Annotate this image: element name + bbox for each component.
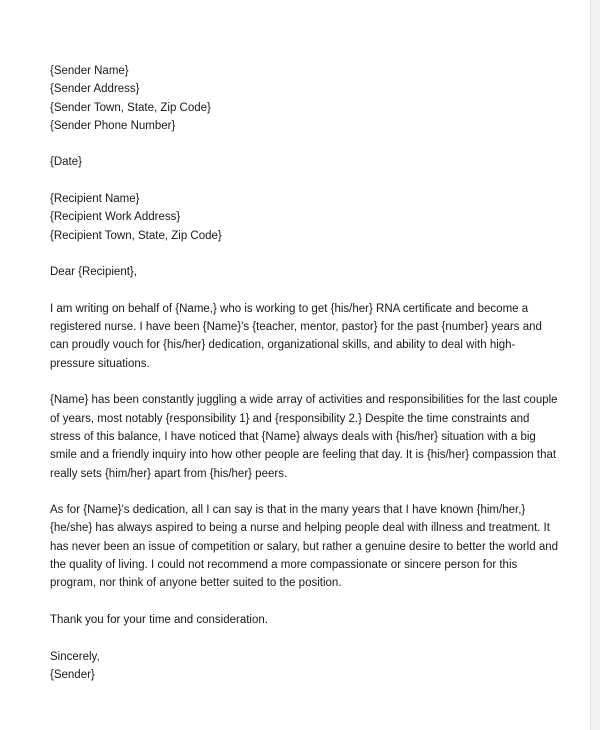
closing: Sincerely, [50, 650, 100, 663]
paragraph-4: Thank you for your time and consideration. [50, 613, 268, 626]
paragraph-2: {Name} has been constantly juggling a wide array of activities and responsibilities for the last couple of years, most notably {responsibility 1} and {responsibility 2.} Despite the time constraints and stress of this balance, I have noticed that {Name} always deals with {his/her} situation with a big smile and a friendly inquiry into how other people are feeling that day. It is {his/her} compassion that really sets {him/her} apart from {his/her} peers. [50, 394, 558, 480]
letter-body [50, 62, 560, 684]
signature: {Sender} [50, 668, 95, 681]
sender-town: {Sender Town, State, Zip Code} [50, 101, 211, 114]
paragraph-3: As for {Name}'s dedication, all I can say is that in the many years that I have known {him/her,} {he/she} has always aspired to being a nurse and helping people deal with illness and treatment. It has never been an issue of competition or salary, but rather a genuine desire to better the world and the quality of living. I could not recommend a more compassionate or sincere person for this program, nor think of anyone better suited to the position. [50, 504, 559, 590]
recipient-address: {Recipient Work Address} [50, 211, 181, 224]
salutation: Dear {Recipient}, [50, 266, 137, 279]
sender-name: {Sender Name} [50, 65, 129, 77]
letter-date: {Date} [50, 156, 82, 169]
sender-phone: {Sender Phone Number} [50, 119, 176, 132]
recipient-name: {Recipient Name} [50, 193, 140, 206]
recipient-town: {Recipient Town, State, Zip Code} [50, 229, 222, 242]
vertical-scrollbar[interactable] [590, 0, 600, 730]
sender-address: {Sender Address} [50, 83, 140, 96]
paragraph-1: I am writing on behalf of {Name,} who is working to get {his/her} RNA certificate and become a registered nurse. I have been {Name}'s {teacher, mentor, pastor} for the past {number} years and can proudly vouch for {his/her} dedication, organizational skills, and ability to deal with high-pressure situations. [50, 302, 542, 370]
